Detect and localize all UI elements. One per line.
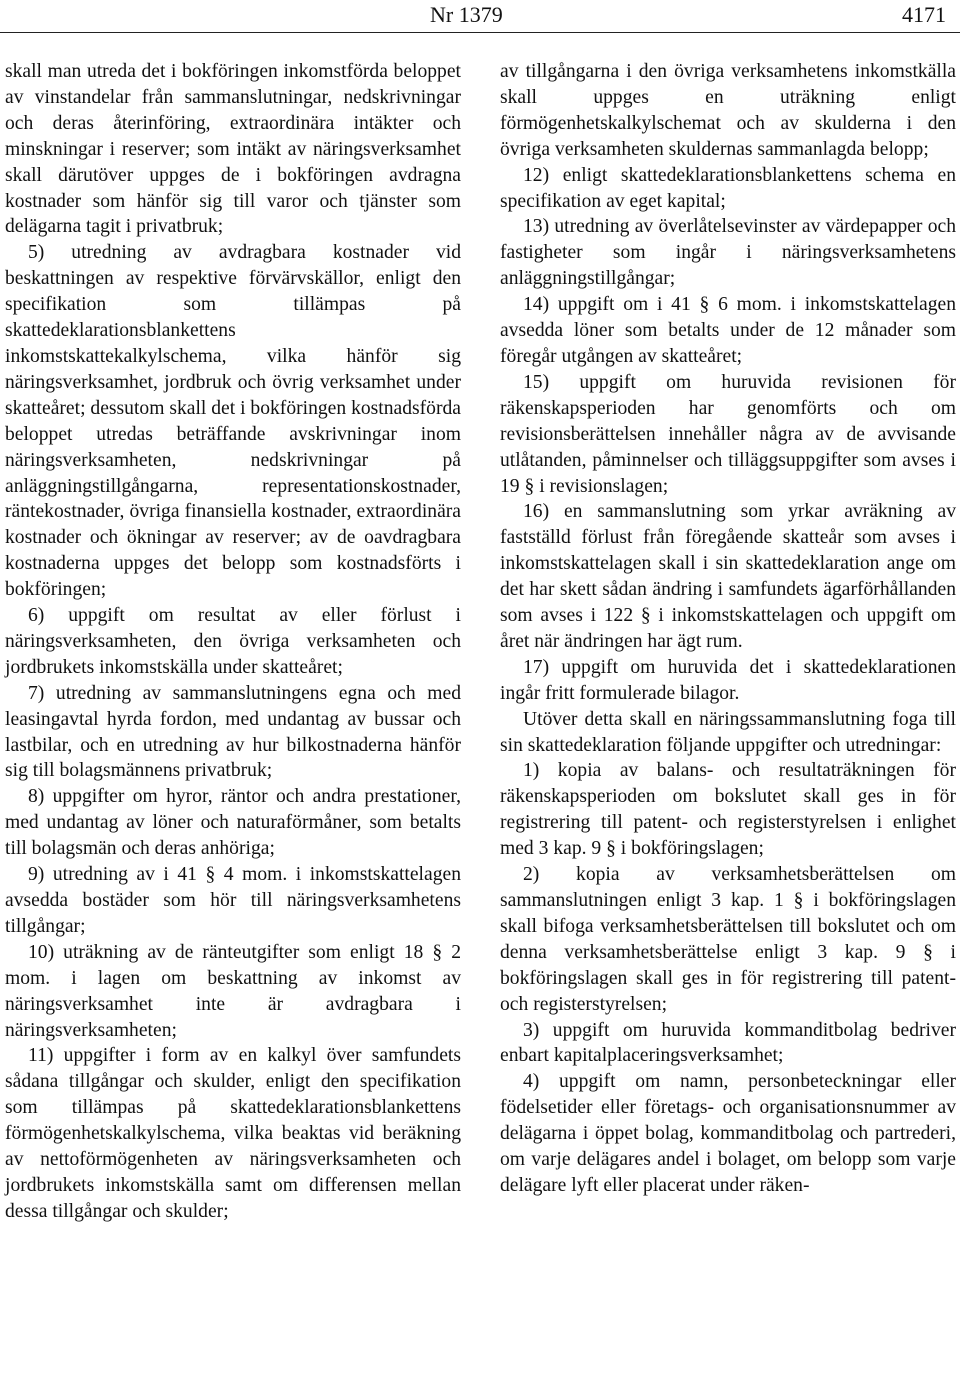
paragraph: 4) uppgift om namn, personbeteckningar eller födelsetider eller företags- och organisationsnummer av delägarna i öppet bolag, kommanditbolag och partrederi, om varje delägares andel i bolaget, om belopp som varje delägare lyft eller placerat under räken- — [500, 1071, 956, 1196]
paragraph: 14) uppgift om i 41 § 6 mom. i inkomstskattelagen avsedda löner som betalts under de 12 månader som föregår utgången av skatteåret; — [500, 294, 956, 367]
paragraph: 12) enligt skattedeklarationsblankettens schema en specifikation av eget kapital; — [500, 164, 956, 212]
paragraph: 11) uppgifter i form av en kalkyl över samfundets sådana tillgångar och skulder, enligt den specifikation som tillämpas på skattedeklarationsblankettens förmögenhetskalkylschema, vilka beaktas vid beräkning av nettoförmögenheten av näringsverksamheten och jordbrukets inkomstskälla samt om differensen mellan dessa tillgångar och skulder; — [5, 1045, 461, 1222]
right-column — [500, 59, 956, 1199]
paragraph: 8) uppgifter om hyror, räntor och andra prestationer, med undantag av löner och naturaförmåner, som betalts till bolagsmän och deras anhöriga; — [5, 786, 461, 860]
paragraph: 10) uträkning av de ränteutgifter som enligt 18 § 2 mom. i lagen om beskattning av inkomst av näringsverksamhet inte är avdragbara i näringsverksamheten; — [5, 941, 461, 1041]
paragraph: 2) kopia av verksamhetsberättelsen om sammanslutningen enligt 3 kap. 1 § i bokföringslagen skall bifoga verksamhetsberättelsen till bokslutet och om denna verksamhetsberättelse enligt 3 kap. 9 § i bokföringslagen skall ges in för registrering till patent- och registerstyrelsen; — [500, 864, 956, 1015]
page-number: 4171 — [902, 2, 946, 27]
paragraph: 9) utredning av i 41 § 4 mom. i inkomstskattelagen avsedda bostäder som hör till näringsverksamhetens tillgångar; — [5, 864, 461, 937]
left-column — [5, 59, 461, 1225]
paragraph: Utöver detta skall en näringssammanslutning foga till sin skattedeklaration följande uppgifter och utredningar: — [500, 708, 956, 756]
paragraph: av tillgångarna i den övriga verksamhetens inkomstkälla skall uppges en uträkning enligt förmögenhetskalkylschemat och av skulderna i den övriga verksamheten skuldernas sammanlagda belopp; — [500, 61, 956, 160]
paragraph: 6) uppgift om resultat av eller förlust i näringsverksamheten, den övriga verksamheten och jordbrukets inkomstskälla under skatteåret; — [5, 605, 461, 678]
paragraph: 5) utredning av avdragbara kostnader vid beskattningen av respektive förvärvskällor, enligt den specifikation som tillämpas på skattedeklarationsblankettens inkomstskattekalkylschema, vilka hänför sig näringsverksamhet, jordbruk och övrig verksamhet under skatteåret; dessutom skall det i bokföringen kostnadsförda beloppet utredas beträffande avskrivningar inom näringsverksamheten, nedskrivningar på anläggningstillgångarna, representationskostnader, räntekostnader, övriga finansiella kostnader, extraordinära kostnader och ökningar av reserver; av de oavdragbara kostnaderna uppges det belopp som kostnadsförts i bokföringen; — [5, 242, 461, 601]
paragraph: 16) en sammanslutning som yrkar avräkning av fastställd förlust från föregående skatteår som avses i inkomstskattelagen skall i sin skattedeklaration ange om det har skett sådan ändring i samfundets ägarförhållanden som avses i 122 § i inkomstskattelagen och uppgift om året när ändringen har ägt rum. — [500, 501, 956, 652]
paragraph: 1) kopia av balans- och resultaträkningen för räkenskapsperioden om bokslutet skall ges in för registrering till patent- och registerstyrelsen i enlighet med 3 kap. 9 § i bokföringslagen; — [500, 760, 956, 860]
header-rule — [0, 32, 960, 33]
paragraph: 3) uppgift om huruvida kommanditbolag bedriver enbart kapitalplaceringsverksamhet; — [500, 1019, 956, 1067]
paragraph: skall man utreda det i bokföringen inkomstförda beloppet av vinstandelar från sammanslutningar, nedskrivningar och deras återinföring, extraordinära intäkter och minskningar i reserver; som intäkt av näringsverksamhet skall därutöver uppges de i bokföringen avdragna kostnader som hänför sig till varor och tjänster som delägarna tagit i privatbruk; — [5, 61, 461, 238]
paragraph: 17) uppgift om huruvida det i skattedeklarationen ingår fritt formulerade bilagor. — [500, 656, 956, 704]
paragraph: 15) uppgift om huruvida revisionen för räkenskapsperioden har genomförts och om revisionsberättelsen innehåller några av de avvisande utlåtanden, påminnelser och tilläggsuppgifter som avses i 19 § i revisionslagen; — [500, 371, 956, 497]
paragraph: 7) utredning av sammanslutningens egna och med leasingavtal hyrda fordon, med undantag av bussar och lastbilar, och en utredning av hur bilkostnaderna hänför sig till bolagsmännens privatbruk; — [5, 682, 461, 782]
page-header — [0, 0, 960, 34]
paragraph: 13) utredning av överlåtelsevinster av värdepapper och fastigheter som ingår i näringsverksamhetens anläggningstillgångar; — [500, 216, 956, 290]
issue-number: Nr 1379 — [430, 2, 503, 27]
